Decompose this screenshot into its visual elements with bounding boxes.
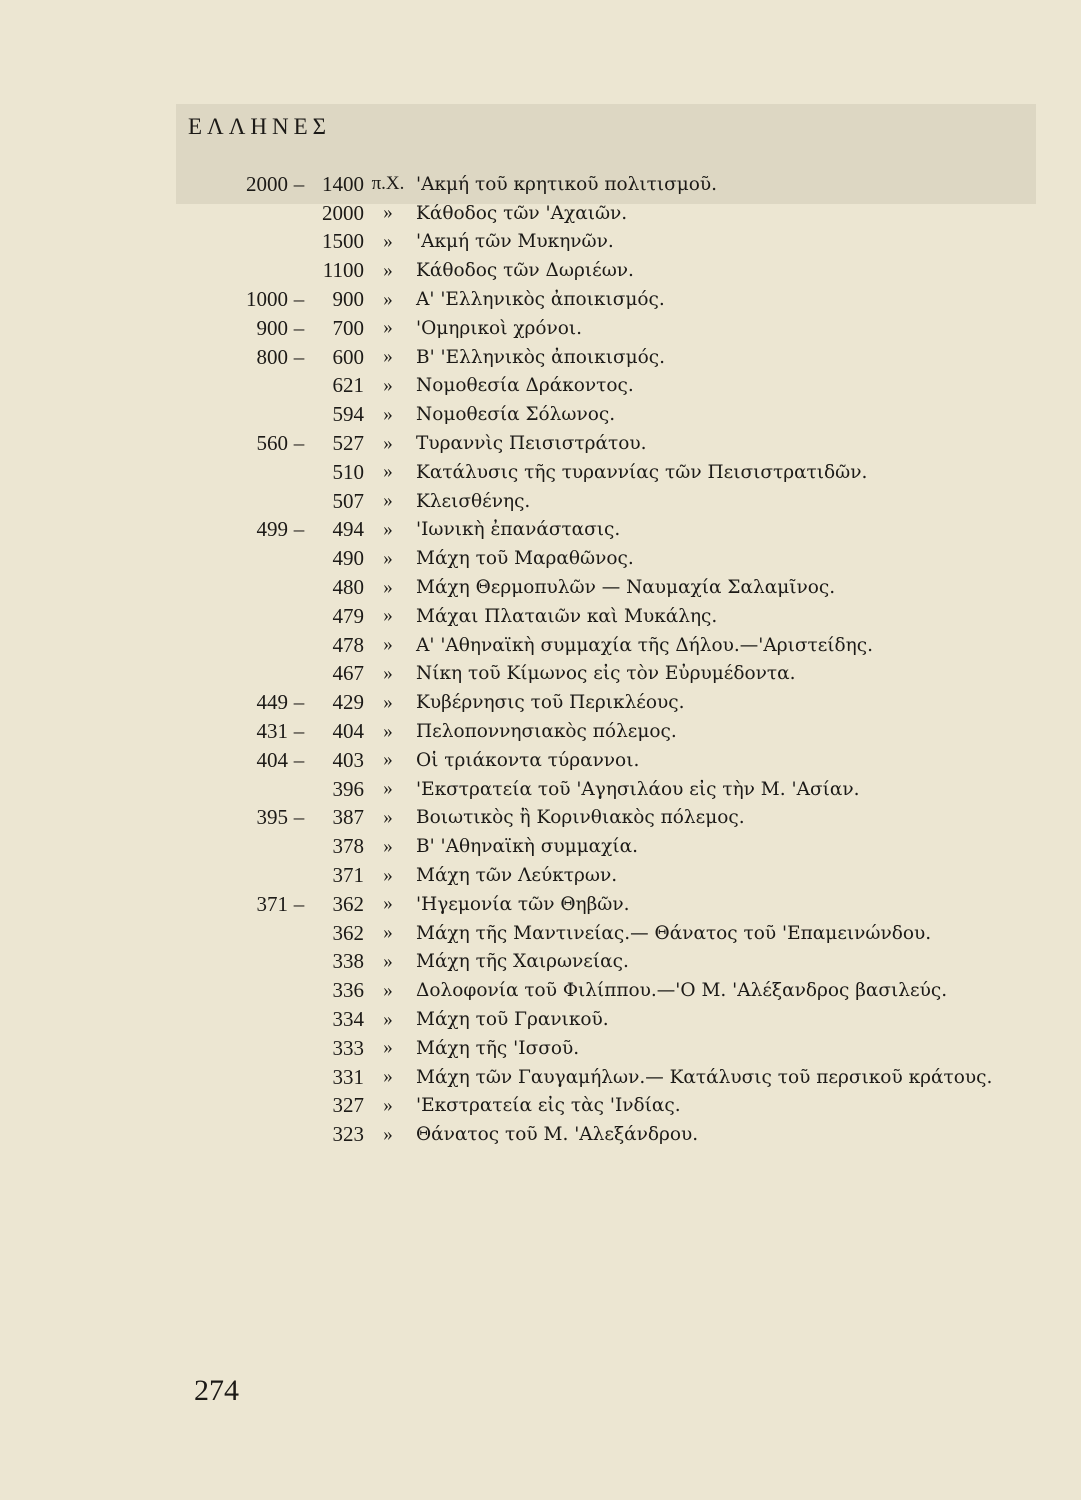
event-text: Κατάλυσις τῆς τυραννίας τῶν Πεισιστρατιδῶν. (416, 461, 868, 483)
timeline-row (220, 688, 1040, 717)
event-text: 'Ακμή τῶν Μυκηνῶν. (416, 231, 614, 253)
range-dash: – (293, 805, 305, 830)
era-ditto-mark: » (383, 893, 393, 915)
timeline-row (220, 429, 1040, 458)
event-text: Δολοφονία τοῦ Φιλίππου.—'Ο Μ. 'Αλέξανδρος βασιλεύς. (416, 980, 948, 1002)
era-ditto-mark: » (383, 288, 393, 310)
era-ditto-mark: » (383, 317, 393, 339)
start-year: 560 (256, 431, 288, 456)
event-text: Μάχη τῆς 'Ισσοῦ. (416, 1037, 580, 1059)
end-year: 327 (332, 1093, 364, 1118)
timeline-row (220, 228, 1040, 257)
era-ditto-mark: » (383, 518, 393, 540)
timeline-row (220, 1120, 1040, 1149)
era-ditto-mark: » (383, 461, 393, 483)
event-text: Μάχη τοῦ Μαραθῶνος. (416, 548, 634, 570)
event-text: Β' 'Ελληνικὸς ἀποικισμός. (416, 346, 666, 368)
event-text: Μάχη τῆς Χαιρωνείας. (416, 951, 629, 973)
era-ditto-mark: » (383, 202, 393, 224)
end-year: 362 (332, 891, 364, 916)
end-year: 507 (332, 488, 364, 513)
range-dash: – (293, 315, 305, 340)
end-year: 700 (332, 315, 364, 340)
timeline-row (220, 1034, 1040, 1063)
end-year: 600 (332, 344, 364, 369)
era-ditto-mark: » (383, 490, 393, 512)
timeline-row (220, 314, 1040, 343)
timeline-row (220, 1063, 1040, 1092)
timeline-row (220, 602, 1040, 631)
era-ditto-mark: » (383, 778, 393, 800)
era-ditto-mark: » (383, 720, 393, 742)
event-text: Μάχη τῆς Μαντινείας.— Θάνατος τοῦ 'Επαμεινώνδου. (416, 922, 932, 944)
start-year: 395 (256, 805, 288, 830)
timeline-row (220, 631, 1040, 660)
timeline-row (220, 256, 1040, 285)
era-ditto-mark: » (383, 1037, 393, 1059)
event-text: Β' 'Αθηναϊκὴ συμμαχία. (416, 836, 638, 858)
timeline-row (220, 804, 1040, 833)
page-title: ΕΛΛΗΝΕΣ (188, 114, 332, 139)
end-year: 480 (332, 575, 364, 600)
event-text: Νομοθεσία Σόλωνος. (416, 404, 616, 426)
end-year: 334 (332, 1007, 364, 1031)
timeline-row (220, 372, 1040, 401)
event-text: Μάχαι Πλαταιῶν καὶ Μυκάλης. (416, 605, 718, 627)
event-text: Τυραννὶς Πεισιστράτου. (416, 433, 647, 455)
end-year: 331 (332, 1064, 364, 1089)
start-year: 449 (256, 690, 288, 715)
timeline-row (220, 746, 1040, 775)
event-text: Νομοθεσία Δράκοντος. (416, 375, 634, 397)
era-ditto-mark: » (383, 346, 393, 368)
start-year: 2000 (246, 171, 288, 196)
era-ditto-mark: » (383, 922, 393, 944)
end-year: 490 (332, 546, 364, 571)
event-text: 'Εκστρατεία τοῦ 'Αγησιλάου εἰς τὴν Μ. 'Ασίαν. (416, 778, 860, 800)
end-year: 467 (332, 661, 364, 686)
era-ditto-mark: » (383, 259, 393, 281)
range-dash: – (293, 431, 305, 456)
era-ditto-mark: » (383, 835, 393, 857)
timeline-row (220, 861, 1040, 890)
era-ditto-mark: » (383, 662, 393, 684)
range-dash: – (293, 287, 305, 312)
start-year: 900 (256, 315, 288, 340)
end-year: 1500 (322, 229, 364, 254)
event-text: Α' 'Ελληνικὸς ἀποικισμός. (416, 289, 665, 311)
event-text: 'Εκστρατεία εἰς τὰς 'Ινδίας. (416, 1095, 681, 1117)
era-ditto-mark: » (383, 547, 393, 569)
era-ditto-mark: » (383, 979, 393, 1001)
timeline-row (220, 948, 1040, 977)
event-text: Μάχη τοῦ Γρανικοῦ. (416, 1009, 609, 1030)
event-text: Πελοποννησιακὸς πόλεμος. (416, 721, 677, 743)
era-ditto-mark: » (383, 374, 393, 396)
event-text: 'Ομηρικοὶ χρόνοι. (416, 317, 583, 339)
start-year: 800 (256, 344, 288, 369)
timeline-row (220, 343, 1040, 372)
event-text: Οἱ τριάκοντα τύραννοι. (416, 749, 640, 771)
event-text: Μάχη τῶν Γαυγαμήλων.— Κατάλυσις τοῦ περσικοῦ κράτους. (416, 1066, 993, 1088)
end-year: 527 (332, 431, 364, 456)
end-year: 323 (332, 1122, 364, 1147)
era-ditto-mark: » (383, 1123, 393, 1145)
timeline-row (220, 775, 1040, 804)
page-number: 274 (194, 1374, 239, 1407)
end-year: 378 (332, 834, 364, 859)
timeline-row (220, 1005, 1040, 1034)
era-ditto-mark: » (383, 806, 393, 828)
era-ditto-mark: » (383, 432, 393, 454)
end-year: 403 (332, 747, 364, 772)
end-year: 396 (332, 776, 364, 801)
end-year: 621 (332, 373, 364, 398)
timeline-row (220, 487, 1040, 516)
range-dash: – (293, 891, 305, 916)
range-dash: – (293, 171, 305, 196)
end-year: 594 (332, 402, 364, 427)
timeline-row (220, 832, 1040, 861)
event-text: Κάθοδος τῶν Δωριέων. (416, 260, 634, 282)
era-ditto-mark: π.Χ. (371, 173, 405, 195)
timeline-row (220, 976, 1040, 1005)
range-dash: – (293, 517, 305, 542)
era-ditto-mark: » (383, 1008, 393, 1030)
end-year: 371 (332, 863, 364, 888)
event-text: Μάχη τῶν Λεύκτρων. (416, 865, 618, 887)
end-year: 338 (332, 949, 364, 974)
timeline-row (220, 717, 1040, 746)
timeline-row (220, 199, 1040, 228)
event-text: Θάνατος τοῦ Μ. 'Αλεξάνδρου. (416, 1124, 699, 1146)
timeline-row (220, 458, 1040, 487)
timeline-row (220, 890, 1040, 919)
timeline-list (220, 170, 1040, 1149)
event-text: Μάχη Θερμοπυλῶν — Ναυμαχία Σαλαμῖνος. (416, 577, 836, 599)
event-text: Κλεισθένης. (416, 490, 531, 512)
end-year: 387 (332, 805, 364, 830)
end-year: 429 (332, 690, 364, 715)
timeline-row (220, 170, 1040, 199)
start-year: 431 (256, 719, 288, 744)
timeline-row (220, 1092, 1040, 1121)
range-dash: – (293, 719, 305, 744)
event-text: Α' 'Αθηναϊκὴ συμμαχία τῆς Δήλου.—'Αριστείδης. (416, 634, 873, 656)
end-year: 362 (332, 920, 364, 945)
end-year: 333 (332, 1035, 364, 1060)
era-ditto-mark: » (383, 230, 393, 252)
era-ditto-mark: » (383, 691, 393, 713)
end-year: 1400 (322, 171, 364, 196)
start-year: 1000 (246, 287, 288, 312)
era-ditto-mark: » (383, 1094, 393, 1116)
timeline-row (220, 285, 1040, 314)
era-ditto-mark: » (383, 605, 393, 627)
era-ditto-mark: » (383, 1066, 393, 1088)
timeline-row (220, 544, 1040, 573)
event-text: Κάθοδος τῶν 'Αχαιῶν. (416, 202, 628, 224)
end-year: 1100 (322, 258, 364, 283)
timeline-row (220, 660, 1040, 689)
era-ditto-mark: » (383, 864, 393, 886)
end-year: 510 (332, 459, 364, 484)
start-year: 371 (256, 891, 288, 916)
event-text: Κυβέρνησις τοῦ Περικλέους. (416, 692, 685, 714)
event-text: 'Ιωνικὴ ἐπανάστασις. (416, 519, 621, 541)
timeline-row (220, 400, 1040, 429)
end-year: 404 (332, 719, 364, 744)
era-ditto-mark: » (383, 749, 393, 771)
start-year: 404 (256, 747, 288, 772)
end-year: 479 (332, 603, 364, 628)
end-year: 478 (332, 632, 364, 657)
end-year: 900 (332, 287, 364, 312)
end-year: 494 (332, 517, 364, 542)
end-year: 2000 (322, 200, 364, 225)
event-text: Βοιωτικὸς ἢ Κορινθιακὸς πόλεμος. (416, 807, 745, 829)
era-ditto-mark: » (383, 950, 393, 972)
start-year: 499 (256, 517, 288, 542)
era-ditto-mark: » (383, 576, 393, 598)
end-year: 336 (332, 978, 364, 1003)
timeline-row (220, 919, 1040, 948)
range-dash: – (293, 747, 305, 772)
timeline-row (220, 573, 1040, 602)
era-ditto-mark: » (383, 403, 393, 425)
era-ditto-mark: » (383, 634, 393, 656)
event-text: 'Ακμή τοῦ κρητικοῦ πολιτισμοῦ. (416, 173, 718, 195)
timeline-row (220, 516, 1040, 545)
event-text: Νίκη τοῦ Κίμωνος εἰς τὸν Εὐρυμέδοντα. (416, 663, 796, 685)
event-text: 'Ηγεμονία τῶν Θηβῶν. (416, 893, 630, 915)
range-dash: – (293, 690, 305, 715)
range-dash: – (293, 344, 305, 369)
